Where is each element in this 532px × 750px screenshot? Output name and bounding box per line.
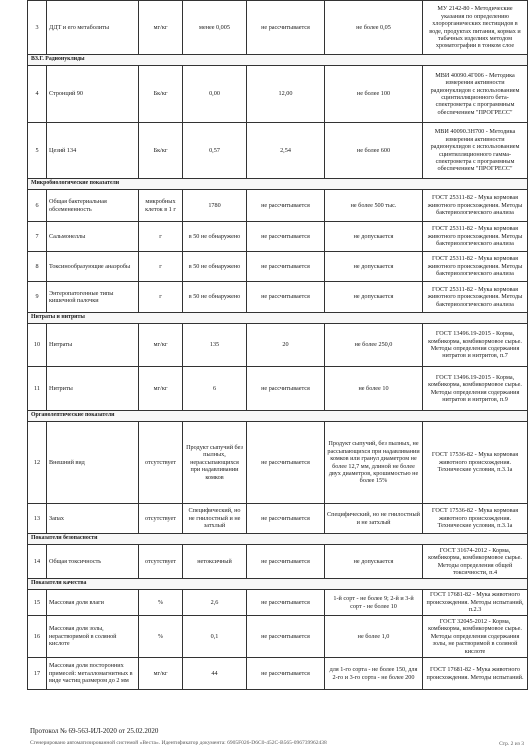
test-method: ГОСТ 31674-2012 - Корма, комбикорма, комбикормовое сырье. Методы определения общей токсичности, п.4: [423, 545, 528, 579]
unit: мг/кг: [139, 1, 183, 55]
result-value: 0,1: [183, 616, 247, 658]
row-number: 14: [28, 545, 47, 579]
norm-value: не допускается: [325, 252, 423, 282]
norm-value: Продукт сыпучий, без пылных, не рассыпающихся при надавливании комков или гранул диаметром не более 12,7 мм, длиной не более двух диаметров, крошимостью не более 15%: [325, 422, 423, 504]
result-value: 0,57: [183, 123, 247, 179]
indicator-name: Энтеропатогенные типы кишечной палочки: [47, 282, 139, 313]
uncertainty: 20: [247, 324, 325, 367]
norm-value: не более 500 тыс.: [325, 190, 423, 222]
result-value: в 50 не обнаружено: [183, 282, 247, 313]
indicator-name: Массовая доля золы, нерастворимой в соляной кислоте: [47, 616, 139, 658]
row-number: 5: [28, 123, 47, 179]
table-row: [28, 1, 528, 55]
indicator-name: Цезий 134: [47, 123, 139, 179]
table-row: [28, 367, 528, 411]
test-method: ГОСТ 17536-82 - Мука кормовая животного происхождения. Технические условия, п.3.1а: [423, 504, 528, 534]
result-value: 44: [183, 658, 247, 690]
uncertainty: не рассчитывается: [247, 1, 325, 55]
norm-value: Специфический, но не гнилостный и не затхлый: [325, 504, 423, 534]
section-header-row: [28, 179, 528, 190]
norm-value: не более 1,0: [325, 616, 423, 658]
unit: г: [139, 222, 183, 252]
table-row: [28, 252, 528, 282]
table-row: [28, 123, 528, 179]
table-row: [28, 190, 528, 222]
row-number: 17: [28, 658, 47, 690]
norm-value: не более 0,05: [325, 1, 423, 55]
uncertainty: не рассчитывается: [247, 252, 325, 282]
uncertainty: не рассчитывается: [247, 190, 325, 222]
norm-value: не более 600: [325, 123, 423, 179]
uncertainty: не рассчитывается: [247, 590, 325, 616]
table-row: [28, 324, 528, 367]
indicator-name: Общая бактериальная обсемененность: [47, 190, 139, 222]
unit: г: [139, 282, 183, 313]
unit: отсутствует: [139, 545, 183, 579]
result-value: в 50 не обнаружено: [183, 222, 247, 252]
test-method: МВИ 40090.4Г006 - Методика измерения активности радионуклидов с использованием сцинтилляционного бета-спектрометра с программным обеспечением "ПРОГРЕСС": [423, 66, 528, 123]
row-number: 12: [28, 422, 47, 504]
row-number: 4: [28, 66, 47, 123]
unit: микробных клеток в 1 г: [139, 190, 183, 222]
test-method: ГОСТ 13496.19-2015 - Корма, комбикорма, комбикормовое сырье. Методы определения содержания нитратов и нитритов, п.9: [423, 367, 528, 411]
section-header-row: [28, 534, 528, 545]
indicator-name: Нитриты: [47, 367, 139, 411]
unit: г: [139, 252, 183, 282]
result-value: 6: [183, 367, 247, 411]
unit: отсутствует: [139, 422, 183, 504]
row-number: 15: [28, 590, 47, 616]
indicator-name: Сальмонеллы: [47, 222, 139, 252]
test-method: ГОСТ 17536-82 - Мука кормовая животного происхождения. Технические условия, п.3.1а: [423, 422, 528, 504]
result-value: в 50 не обнаружено: [183, 252, 247, 282]
indicator-name: ДДТ и его метаболиты: [47, 1, 139, 55]
row-number: 9: [28, 282, 47, 313]
indicator-name: Общая токсичность: [47, 545, 139, 579]
result-value: менее 0,005: [183, 1, 247, 55]
result-value: 135: [183, 324, 247, 367]
table-row: [28, 590, 528, 616]
norm-value: для 1-го сорта - не более 150, для 2-го и 3-го сорта - не более 200: [325, 658, 423, 690]
uncertainty: не рассчитывается: [247, 422, 325, 504]
row-number: 7: [28, 222, 47, 252]
norm-value: не более 250,0: [325, 324, 423, 367]
uncertainty: не рассчитывается: [247, 545, 325, 579]
table-row: [28, 422, 528, 504]
unit: Бк/кг: [139, 66, 183, 123]
section-title: Органолептические показатели: [28, 411, 528, 422]
test-method: ГОСТ 17681-82 - Мука животного происхождения. Методы испытаний.: [423, 658, 528, 690]
test-method: ГОСТ 25311-82 - Мука кормовая животного происхождения. Методы бактериологического анализа: [423, 282, 528, 313]
indicator-name: Стронций 90: [47, 66, 139, 123]
section-title: Показатели безопасности: [28, 534, 528, 545]
section-title: ВЗ.Г. Радионуклиды: [28, 55, 528, 66]
uncertainty: не рассчитывается: [247, 282, 325, 313]
indicator-name: Массовая доля посторонних примесей: металломагнитных в виде частиц размером до 2 мм: [47, 658, 139, 690]
norm-value: не допускается: [325, 282, 423, 313]
table-row: [28, 222, 528, 252]
norm-value: 1-й сорт - не более 9; 2-й и 3-й сорт - не более 10: [325, 590, 423, 616]
table-row: [28, 616, 528, 658]
uncertainty: не рассчитывается: [247, 222, 325, 252]
result-value: Специфический, но не гнилостный и не затхлый: [183, 504, 247, 534]
uncertainty: не рассчитывается: [247, 658, 325, 690]
row-number: 8: [28, 252, 47, 282]
test-method: ГОСТ 32045-2012 - Корма, комбикорма, комбикормовое сырье. Методы определения содержания золы, не растворимой в соляной кислоте: [423, 616, 528, 658]
generator-note: Сгенерировано автоматизированной системой «Веста». Идентификатор документа: 6905F026-D6C0-452C-B565-096739962438: [30, 740, 327, 746]
unit: %: [139, 590, 183, 616]
result-value: 1780: [183, 190, 247, 222]
indicator-name: Токсинообразующие анаэробы: [47, 252, 139, 282]
table-row: [28, 66, 528, 123]
table-row: [28, 545, 528, 579]
section-header-row: [28, 55, 528, 66]
unit: отсутствует: [139, 504, 183, 534]
indicator-name: Нитраты: [47, 324, 139, 367]
section-header-row: [28, 313, 528, 324]
indicator-name: Запах: [47, 504, 139, 534]
results-table: [27, 0, 528, 690]
protocol-number: Протокол № 69-563-ИЛ-2020 от 25.02.2020: [30, 727, 159, 735]
test-method: ГОСТ 13496.19-2015 - Корма, комбикорма, комбикормовое сырье. Методы определения содержания нитратов и нитритов, п.7: [423, 324, 528, 367]
row-number: 3: [28, 1, 47, 55]
section-title: Показатели качества: [28, 579, 528, 590]
norm-value: не более 10: [325, 367, 423, 411]
unit: мг/кг: [139, 658, 183, 690]
section-title: Микробиологические показатели: [28, 179, 528, 190]
test-method: ГОСТ 25311-82 - Мука кормовая животного происхождения. Методы бактериологического анализа: [423, 222, 528, 252]
uncertainty: не рассчитывается: [247, 504, 325, 534]
unit: мг/кг: [139, 324, 183, 367]
norm-value: не допускается: [325, 545, 423, 579]
uncertainty: 2,54: [247, 123, 325, 179]
uncertainty: не рассчитывается: [247, 367, 325, 411]
section-title: Нитраты и нитриты: [28, 313, 528, 324]
uncertainty: 12,00: [247, 66, 325, 123]
row-number: 16: [28, 616, 47, 658]
unit: Бк/кг: [139, 123, 183, 179]
result-value: Продукт сыпучий без пылных, нерассыпающихся при надавливании комков: [183, 422, 247, 504]
row-number: 6: [28, 190, 47, 222]
unit: %: [139, 616, 183, 658]
page-number: Стр. 2 из 3: [499, 741, 524, 747]
test-method: ГОСТ 25311-82 - Мука кормовая животного происхождения. Методы бактериологического анализа: [423, 190, 528, 222]
norm-value: не более 100: [325, 66, 423, 123]
test-method: МУ 2142-80 - Методические указания по определению хлорорганических пестицидов в воде, продуктах питания, кормах и табачных изделиях методом хроматографии в тонком слое: [423, 1, 528, 55]
row-number: 11: [28, 367, 47, 411]
section-header-row: [28, 579, 528, 590]
table-row: [28, 658, 528, 690]
table-row: [28, 282, 528, 313]
result-value: 2,6: [183, 590, 247, 616]
test-method: ГОСТ 17681-82 - Мука животного происхождения. Методы испытаний, п.2.3: [423, 590, 528, 616]
result-value: нетоксичный: [183, 545, 247, 579]
indicator-name: Массовая доля влаги: [47, 590, 139, 616]
uncertainty: не рассчитывается: [247, 616, 325, 658]
unit: мг/кг: [139, 367, 183, 411]
table-row: [28, 504, 528, 534]
row-number: 13: [28, 504, 47, 534]
test-method: ГОСТ 25311-82 - Мука кормовая животного происхождения. Методы бактериологического анализа: [423, 252, 528, 282]
result-value: 0,00: [183, 66, 247, 123]
test-method: МВИ 40090.3Н700 - Методика измерения активности радионуклидов с использованием сцинтилляционного гамма-спектрометра с программным обеспечением "ПРОГРЕСС": [423, 123, 528, 179]
section-header-row: [28, 411, 528, 422]
indicator-name: Внешний вид: [47, 422, 139, 504]
norm-value: не допускается: [325, 222, 423, 252]
results-table-body: [28, 1, 528, 690]
row-number: 10: [28, 324, 47, 367]
